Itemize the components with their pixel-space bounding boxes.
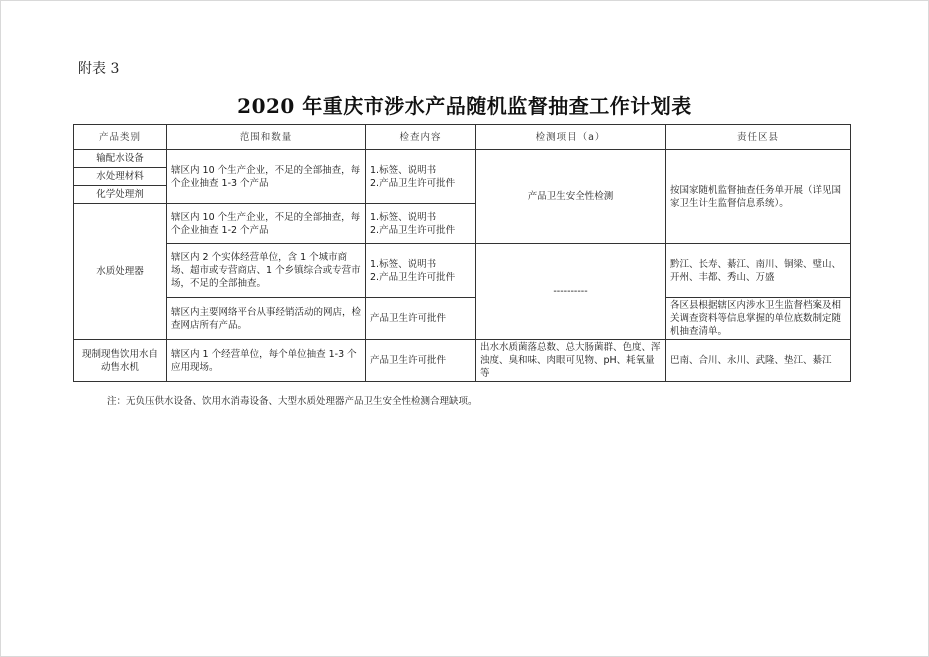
inspection-cell: 产品卫生许可批件 (366, 340, 476, 382)
district-cell: 按国家随机监督抽查任务单开展（详见国家卫生计生监督信息系统）。 (666, 150, 851, 244)
category-cell: 化学处理剂 (74, 186, 167, 204)
plan-table (73, 124, 851, 382)
scope-cell: 辖区内 2 个实体经营单位，含 1 个城市商场、超市或专营商店、1 个乡镇综合或专营市场，不足的全部抽查。 (167, 244, 366, 298)
scope-cell: 辖区内 1 个经营单位，每个单位抽查 1-3 个应用现场。 (167, 340, 366, 382)
district-cell: 巴南、合川、永川、武隆、垫江、綦江 (666, 340, 851, 382)
testing-cell: 产品卫生安全性检测 (476, 150, 666, 244)
column-header-scope: 范围和数量 (167, 125, 366, 150)
table-row (74, 298, 851, 340)
testing-cell: 出水水质菌落总数、总大肠菌群、色度、浑浊度、臭和味、肉眼可见物、pH、耗氧量等 (476, 340, 666, 382)
column-header-testing: 检测项目（a） (476, 125, 666, 150)
table-row (74, 340, 851, 382)
page-title: 2020 年重庆市涉水产品随机监督抽查工作计划表 (237, 94, 692, 118)
scope-cell: 辖区内 10 个生产企业，不足的全部抽查，每个企业抽查 1-2 个产品 (167, 204, 366, 244)
inspection-cell: 1.标签、说明书 2.产品卫生许可批件 (366, 244, 476, 298)
scope-cell: 辖区内 10 个生产企业，不足的全部抽查，每个企业抽查 1-3 个产品 (167, 150, 366, 204)
column-header-district: 责任区县 (666, 125, 851, 150)
inspection-cell: 1.标签、说明书 2.产品卫生许可批件 (366, 150, 476, 204)
inspection-cell: 1.标签、说明书 2.产品卫生许可批件 (366, 204, 476, 244)
attachment-label: 附表 3 (78, 61, 120, 77)
table-row (74, 150, 851, 168)
category-cell: 水质处理器 (74, 204, 167, 340)
column-header-inspection: 检查内容 (366, 125, 476, 150)
district-cell: 各区县根据辖区内涉水卫生监督档案及相关调查资料等信息掌握的单位底数制定随机抽查清单。 (666, 298, 851, 340)
category-cell: 水处理材料 (74, 168, 167, 186)
category-cell: 现制现售饮用水自动售水机 (74, 340, 167, 382)
testing-cell: ---------- (476, 244, 666, 340)
scope-cell: 辖区内主要网络平台从事经销活动的网店，检查网店所有产品。 (167, 298, 366, 340)
table-row (74, 244, 851, 298)
table-header-row (74, 125, 851, 150)
inspection-cell: 产品卫生许可批件 (366, 298, 476, 340)
category-cell: 输配水设备 (74, 150, 167, 168)
district-cell: 黔江、长寿、綦江、南川、铜梁、璧山、开州、丰都、秀山、万盛 (666, 244, 851, 298)
column-header-category: 产品类别 (74, 125, 167, 150)
footnote: 注：无负压供水设备、饮用水消毒设备、大型水质处理器产品卫生安全性检测合理缺项。 (107, 396, 478, 407)
